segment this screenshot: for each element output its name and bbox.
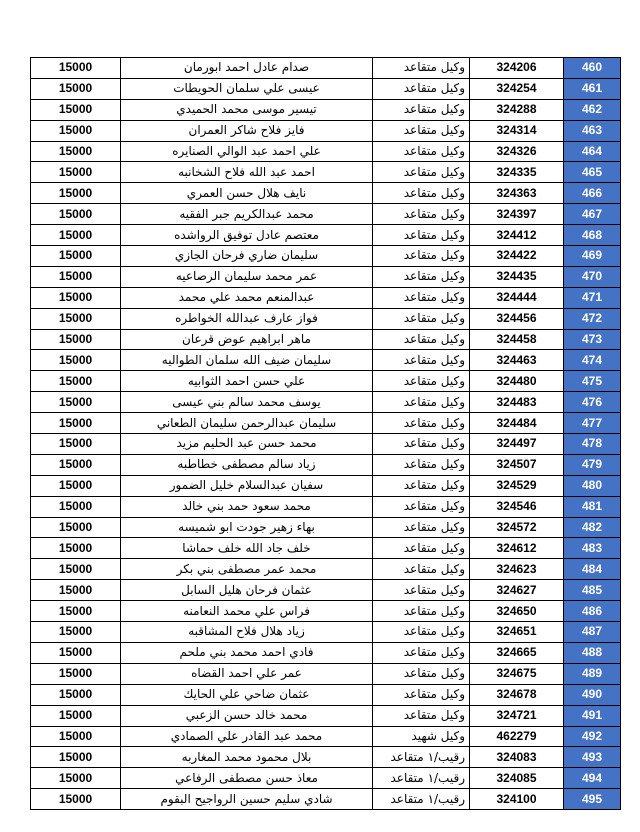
rank-cell: وكيل متقاعد bbox=[373, 371, 470, 392]
rank-cell: وكيل متقاعد bbox=[373, 120, 470, 141]
amount-cell: 15000 bbox=[31, 768, 121, 789]
row-number-cell: 466 bbox=[564, 183, 621, 204]
id-number-cell: 324444 bbox=[470, 287, 564, 308]
amount-cell: 15000 bbox=[31, 183, 121, 204]
row-number-cell: 492 bbox=[564, 726, 621, 747]
amount-cell: 15000 bbox=[31, 308, 121, 329]
id-number-cell: 324288 bbox=[470, 99, 564, 120]
row-number-cell: 484 bbox=[564, 559, 621, 580]
row-number-cell: 486 bbox=[564, 601, 621, 622]
name-cell: سفيان عبدالسلام خليل الضمور bbox=[121, 475, 373, 496]
table-row bbox=[31, 287, 621, 308]
rank-cell: وكيل متقاعد bbox=[373, 141, 470, 162]
rank-cell: وكيل متقاعد bbox=[373, 622, 470, 643]
row-number-cell: 460 bbox=[564, 58, 621, 79]
table-row bbox=[31, 642, 621, 663]
table-row bbox=[31, 329, 621, 350]
id-number-cell: 324456 bbox=[470, 308, 564, 329]
name-cell: فايز فلاح شاكر العمران bbox=[121, 120, 373, 141]
name-cell: عمر محمد سليمان الرصاعيه bbox=[121, 266, 373, 287]
amount-cell: 15000 bbox=[31, 517, 121, 538]
table-row bbox=[31, 78, 621, 99]
table-row bbox=[31, 454, 621, 475]
rank-cell: وكيل متقاعد bbox=[373, 266, 470, 287]
id-number-cell: 324463 bbox=[470, 350, 564, 371]
id-number-cell: 324546 bbox=[470, 496, 564, 517]
table-row bbox=[31, 99, 621, 120]
id-number-cell: 324412 bbox=[470, 225, 564, 246]
table-row bbox=[31, 705, 621, 726]
table-row bbox=[31, 789, 621, 810]
id-number-cell: 324483 bbox=[470, 392, 564, 413]
row-number-cell: 488 bbox=[564, 642, 621, 663]
table-row bbox=[31, 225, 621, 246]
table-row bbox=[31, 162, 621, 183]
amount-cell: 15000 bbox=[31, 559, 121, 580]
rank-cell: وكيل شهيد bbox=[373, 726, 470, 747]
rank-cell: وكيل متقاعد bbox=[373, 99, 470, 120]
amount-cell: 15000 bbox=[31, 789, 121, 810]
id-number-cell: 324612 bbox=[470, 538, 564, 559]
rank-cell: وكيل متقاعد bbox=[373, 162, 470, 183]
table-row bbox=[31, 517, 621, 538]
row-number-cell: 465 bbox=[564, 162, 621, 183]
name-cell: عبدالمنعم محمد علي محمد bbox=[121, 287, 373, 308]
amount-cell: 15000 bbox=[31, 601, 121, 622]
id-number-cell: 462279 bbox=[470, 726, 564, 747]
table-row bbox=[31, 663, 621, 684]
amount-cell: 15000 bbox=[31, 371, 121, 392]
row-number-cell: 495 bbox=[564, 789, 621, 810]
amount-cell: 15000 bbox=[31, 78, 121, 99]
row-number-cell: 461 bbox=[564, 78, 621, 99]
row-number-cell: 478 bbox=[564, 434, 621, 455]
rank-cell: وكيل متقاعد bbox=[373, 517, 470, 538]
rank-cell: وكيل متقاعد bbox=[373, 705, 470, 726]
name-cell: فادي احمد محمد بني ملحم bbox=[121, 642, 373, 663]
id-number-cell: 324497 bbox=[470, 434, 564, 455]
amount-cell: 15000 bbox=[31, 141, 121, 162]
name-cell: بلال محمود محمد المغاربه bbox=[121, 747, 373, 768]
table-row bbox=[31, 308, 621, 329]
amount-cell: 15000 bbox=[31, 204, 121, 225]
id-number-cell: 324100 bbox=[470, 789, 564, 810]
id-number-cell: 324083 bbox=[470, 747, 564, 768]
id-number-cell: 324335 bbox=[470, 162, 564, 183]
amount-cell: 15000 bbox=[31, 58, 121, 79]
row-number-cell: 470 bbox=[564, 266, 621, 287]
amount-cell: 15000 bbox=[31, 350, 121, 371]
rank-cell: وكيل متقاعد bbox=[373, 287, 470, 308]
amount-cell: 15000 bbox=[31, 642, 121, 663]
name-cell: سليمان ضاري فرحان الجازي bbox=[121, 246, 373, 267]
table-row bbox=[31, 246, 621, 267]
id-number-cell: 324721 bbox=[470, 705, 564, 726]
rank-cell: وكيل متقاعد bbox=[373, 475, 470, 496]
table-row bbox=[31, 538, 621, 559]
table-row bbox=[31, 413, 621, 434]
row-number-cell: 475 bbox=[564, 371, 621, 392]
id-number-cell: 324314 bbox=[470, 120, 564, 141]
name-cell: فواز عارف عبدالله الخواطره bbox=[121, 308, 373, 329]
table-row bbox=[31, 350, 621, 371]
table-row bbox=[31, 747, 621, 768]
name-cell: بهاء زهير جودت ابو شميسه bbox=[121, 517, 373, 538]
rank-cell: وكيل متقاعد bbox=[373, 308, 470, 329]
amount-cell: 15000 bbox=[31, 329, 121, 350]
table-row bbox=[31, 120, 621, 141]
rank-cell: وكيل متقاعد bbox=[373, 413, 470, 434]
name-cell: عثمان فرحان هليل السابل bbox=[121, 580, 373, 601]
row-number-cell: 480 bbox=[564, 475, 621, 496]
id-number-cell: 324623 bbox=[470, 559, 564, 580]
id-number-cell: 324206 bbox=[470, 58, 564, 79]
amount-cell: 15000 bbox=[31, 726, 121, 747]
row-number-cell: 468 bbox=[564, 225, 621, 246]
amount-cell: 15000 bbox=[31, 496, 121, 517]
row-number-cell: 469 bbox=[564, 246, 621, 267]
payment-list-table bbox=[30, 57, 621, 810]
name-cell: شادي سليم حسين الرواجيح البقوم bbox=[121, 789, 373, 810]
amount-cell: 15000 bbox=[31, 266, 121, 287]
amount-cell: 15000 bbox=[31, 99, 121, 120]
amount-cell: 15000 bbox=[31, 454, 121, 475]
rank-cell: وكيل متقاعد bbox=[373, 434, 470, 455]
rank-cell: رقيب/١ متقاعد bbox=[373, 789, 470, 810]
id-number-cell: 324650 bbox=[470, 601, 564, 622]
name-cell: يوسف محمد سالم بني عيسى bbox=[121, 392, 373, 413]
id-number-cell: 324484 bbox=[470, 413, 564, 434]
table-row bbox=[31, 768, 621, 789]
row-number-cell: 467 bbox=[564, 204, 621, 225]
table-row bbox=[31, 684, 621, 705]
name-cell: محمد عبد القادر علي الصمادي bbox=[121, 726, 373, 747]
id-number-cell: 324529 bbox=[470, 475, 564, 496]
table-row bbox=[31, 392, 621, 413]
rank-cell: وكيل متقاعد bbox=[373, 684, 470, 705]
amount-cell: 15000 bbox=[31, 120, 121, 141]
rank-cell: وكيل متقاعد bbox=[373, 78, 470, 99]
table-row bbox=[31, 475, 621, 496]
name-cell: ماهر ابراهيم عوض قرعان bbox=[121, 329, 373, 350]
id-number-cell: 324572 bbox=[470, 517, 564, 538]
name-cell: زياد هلال فلاح المشاقبه bbox=[121, 622, 373, 643]
row-number-cell: 482 bbox=[564, 517, 621, 538]
id-number-cell: 324326 bbox=[470, 141, 564, 162]
rank-cell: وكيل متقاعد bbox=[373, 350, 470, 371]
row-number-cell: 490 bbox=[564, 684, 621, 705]
id-number-cell: 324480 bbox=[470, 371, 564, 392]
id-number-cell: 324085 bbox=[470, 768, 564, 789]
table-row bbox=[31, 601, 621, 622]
id-number-cell: 324651 bbox=[470, 622, 564, 643]
rank-cell: رقيب/١ متقاعد bbox=[373, 747, 470, 768]
name-cell: معاذ حسن مصطفى الرفاعي bbox=[121, 768, 373, 789]
amount-cell: 15000 bbox=[31, 538, 121, 559]
rank-cell: وكيل متقاعد bbox=[373, 642, 470, 663]
row-number-cell: 472 bbox=[564, 308, 621, 329]
id-number-cell: 324507 bbox=[470, 454, 564, 475]
row-number-cell: 481 bbox=[564, 496, 621, 517]
table-row bbox=[31, 204, 621, 225]
name-cell: صدام عادل احمد ابورمان bbox=[121, 58, 373, 79]
id-number-cell: 324363 bbox=[470, 183, 564, 204]
row-number-cell: 463 bbox=[564, 120, 621, 141]
rank-cell: وكيل متقاعد bbox=[373, 580, 470, 601]
id-number-cell: 324627 bbox=[470, 580, 564, 601]
id-number-cell: 324675 bbox=[470, 663, 564, 684]
name-cell: محمد عمر مصطفى بني بكر bbox=[121, 559, 373, 580]
rank-cell: وكيل متقاعد bbox=[373, 663, 470, 684]
table-row bbox=[31, 726, 621, 747]
rank-cell: وكيل متقاعد bbox=[373, 454, 470, 475]
id-number-cell: 324458 bbox=[470, 329, 564, 350]
table-row bbox=[31, 559, 621, 580]
table-row bbox=[31, 141, 621, 162]
rank-cell: وكيل متقاعد bbox=[373, 204, 470, 225]
table-row bbox=[31, 183, 621, 204]
amount-cell: 15000 bbox=[31, 663, 121, 684]
rank-cell: وكيل متقاعد bbox=[373, 496, 470, 517]
id-number-cell: 324397 bbox=[470, 204, 564, 225]
row-number-cell: 464 bbox=[564, 141, 621, 162]
row-number-cell: 491 bbox=[564, 705, 621, 726]
row-number-cell: 493 bbox=[564, 747, 621, 768]
amount-cell: 15000 bbox=[31, 580, 121, 601]
amount-cell: 15000 bbox=[31, 684, 121, 705]
table-body bbox=[31, 58, 621, 810]
table-row bbox=[31, 622, 621, 643]
name-cell: عمر علي احمد القضاه bbox=[121, 663, 373, 684]
rank-cell: وكيل متقاعد bbox=[373, 246, 470, 267]
row-number-cell: 471 bbox=[564, 287, 621, 308]
row-number-cell: 494 bbox=[564, 768, 621, 789]
row-number-cell: 474 bbox=[564, 350, 621, 371]
name-cell: سليمان ضيف الله سلمان الطواليه bbox=[121, 350, 373, 371]
table-row bbox=[31, 58, 621, 79]
amount-cell: 15000 bbox=[31, 705, 121, 726]
name-cell: فراس علي محمد النعامنه bbox=[121, 601, 373, 622]
name-cell: سليمان عبدالرحمن سليمان الطعاني bbox=[121, 413, 373, 434]
name-cell: محمد سعود حمد بني خالد bbox=[121, 496, 373, 517]
amount-cell: 15000 bbox=[31, 413, 121, 434]
rank-cell: وكيل متقاعد bbox=[373, 58, 470, 79]
row-number-cell: 487 bbox=[564, 622, 621, 643]
rank-cell: وكيل متقاعد bbox=[373, 601, 470, 622]
name-cell: احمد عبد الله فلاح الشخانبه bbox=[121, 162, 373, 183]
amount-cell: 15000 bbox=[31, 225, 121, 246]
rank-cell: وكيل متقاعد bbox=[373, 538, 470, 559]
rank-cell: وكيل متقاعد bbox=[373, 329, 470, 350]
amount-cell: 15000 bbox=[31, 622, 121, 643]
id-number-cell: 324678 bbox=[470, 684, 564, 705]
amount-cell: 15000 bbox=[31, 162, 121, 183]
name-cell: علي احمد عبد الوالي الصنايره bbox=[121, 141, 373, 162]
amount-cell: 15000 bbox=[31, 392, 121, 413]
name-cell: نايف هلال حسن العمري bbox=[121, 183, 373, 204]
amount-cell: 15000 bbox=[31, 434, 121, 455]
id-number-cell: 324254 bbox=[470, 78, 564, 99]
amount-cell: 15000 bbox=[31, 287, 121, 308]
name-cell: عيسى علي سلمان الحويطات bbox=[121, 78, 373, 99]
id-number-cell: 324435 bbox=[470, 266, 564, 287]
row-number-cell: 462 bbox=[564, 99, 621, 120]
row-number-cell: 477 bbox=[564, 413, 621, 434]
name-cell: عثمان ضاحي علي الحايك bbox=[121, 684, 373, 705]
table-row bbox=[31, 496, 621, 517]
table-row bbox=[31, 266, 621, 287]
amount-cell: 15000 bbox=[31, 475, 121, 496]
name-cell: محمد حسن عبد الحليم مزيد bbox=[121, 434, 373, 455]
rank-cell: رقيب/١ متقاعد bbox=[373, 768, 470, 789]
rank-cell: وكيل متقاعد bbox=[373, 392, 470, 413]
row-number-cell: 485 bbox=[564, 580, 621, 601]
table-row bbox=[31, 371, 621, 392]
name-cell: محمد خالد حسن الزعبي bbox=[121, 705, 373, 726]
id-number-cell: 324422 bbox=[470, 246, 564, 267]
rank-cell: وكيل متقاعد bbox=[373, 225, 470, 246]
name-cell: علي حسن احمد الثوابيه bbox=[121, 371, 373, 392]
table-row bbox=[31, 580, 621, 601]
row-number-cell: 473 bbox=[564, 329, 621, 350]
rank-cell: وكيل متقاعد bbox=[373, 559, 470, 580]
row-number-cell: 476 bbox=[564, 392, 621, 413]
row-number-cell: 479 bbox=[564, 454, 621, 475]
row-number-cell: 489 bbox=[564, 663, 621, 684]
amount-cell: 15000 bbox=[31, 747, 121, 768]
table-row bbox=[31, 434, 621, 455]
name-cell: زياد سالم مصطفى خطاطبه bbox=[121, 454, 373, 475]
name-cell: خلف جاد الله خلف حماشا bbox=[121, 538, 373, 559]
name-cell: تيسير موسى محمد الحميدي bbox=[121, 99, 373, 120]
name-cell: معتصم عادل توفيق الرواشده bbox=[121, 225, 373, 246]
rank-cell: وكيل متقاعد bbox=[373, 183, 470, 204]
name-cell: محمد عبدالكريم جبر الفقيه bbox=[121, 204, 373, 225]
id-number-cell: 324665 bbox=[470, 642, 564, 663]
row-number-cell: 483 bbox=[564, 538, 621, 559]
amount-cell: 15000 bbox=[31, 246, 121, 267]
